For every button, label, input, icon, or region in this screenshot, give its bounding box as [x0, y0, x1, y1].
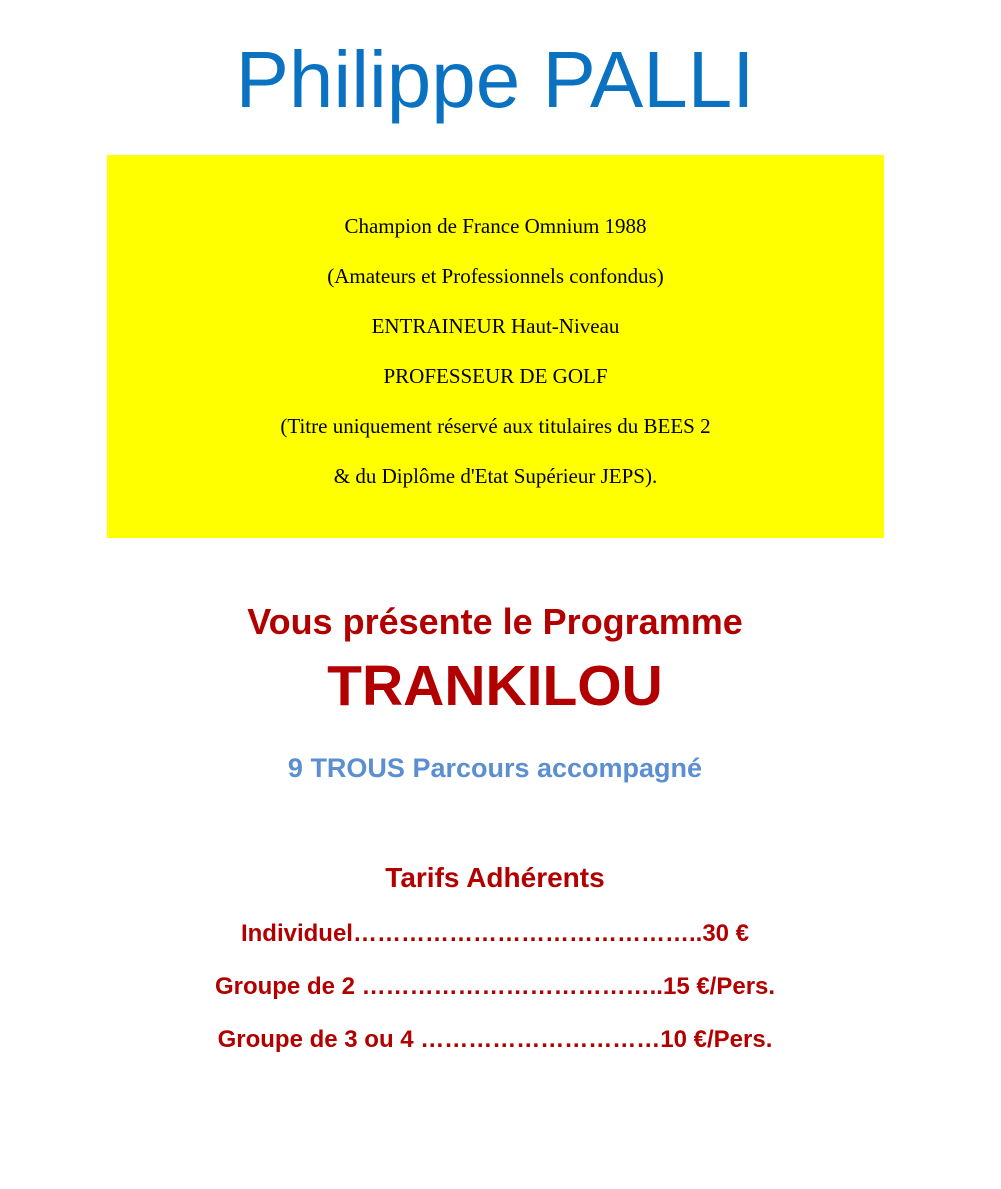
program-subtitle: 9 TROUS Parcours accompagné	[287, 753, 703, 783]
program-name: TRANKILOU	[327, 654, 663, 718]
credentials-box	[107, 155, 884, 538]
credential-line: ENTRAINEUR Haut-Niveau	[371, 314, 620, 338]
price-row-groupe-2: Groupe de 2 ………………………………..15 €/Pers.	[214, 973, 776, 1000]
credential-line: (Amateurs et Professionnels confondus)	[327, 264, 664, 288]
credential-line: PROFESSEUR DE GOLF	[383, 364, 608, 388]
credential-line: & du Diplôme d'Etat Supérieur JEPS).	[333, 464, 658, 488]
credentials-list	[107, 201, 884, 501]
price-row-individuel: Individuel……………………………………..30 €	[240, 920, 750, 947]
page-title: Philippe PALLI	[235, 35, 755, 124]
credential-line: Champion de France Omnium 1988	[344, 214, 647, 238]
program-intro: Vous présente le Programme	[247, 601, 743, 642]
price-row-groupe-3-4: Groupe de 3 ou 4 …………………………10 €/Pers.	[217, 1026, 773, 1053]
tarifs-heading: Tarifs Adhérents	[385, 862, 605, 893]
credential-line: (Titre uniquement réservé aux titulaires du BEES 2	[280, 414, 711, 438]
